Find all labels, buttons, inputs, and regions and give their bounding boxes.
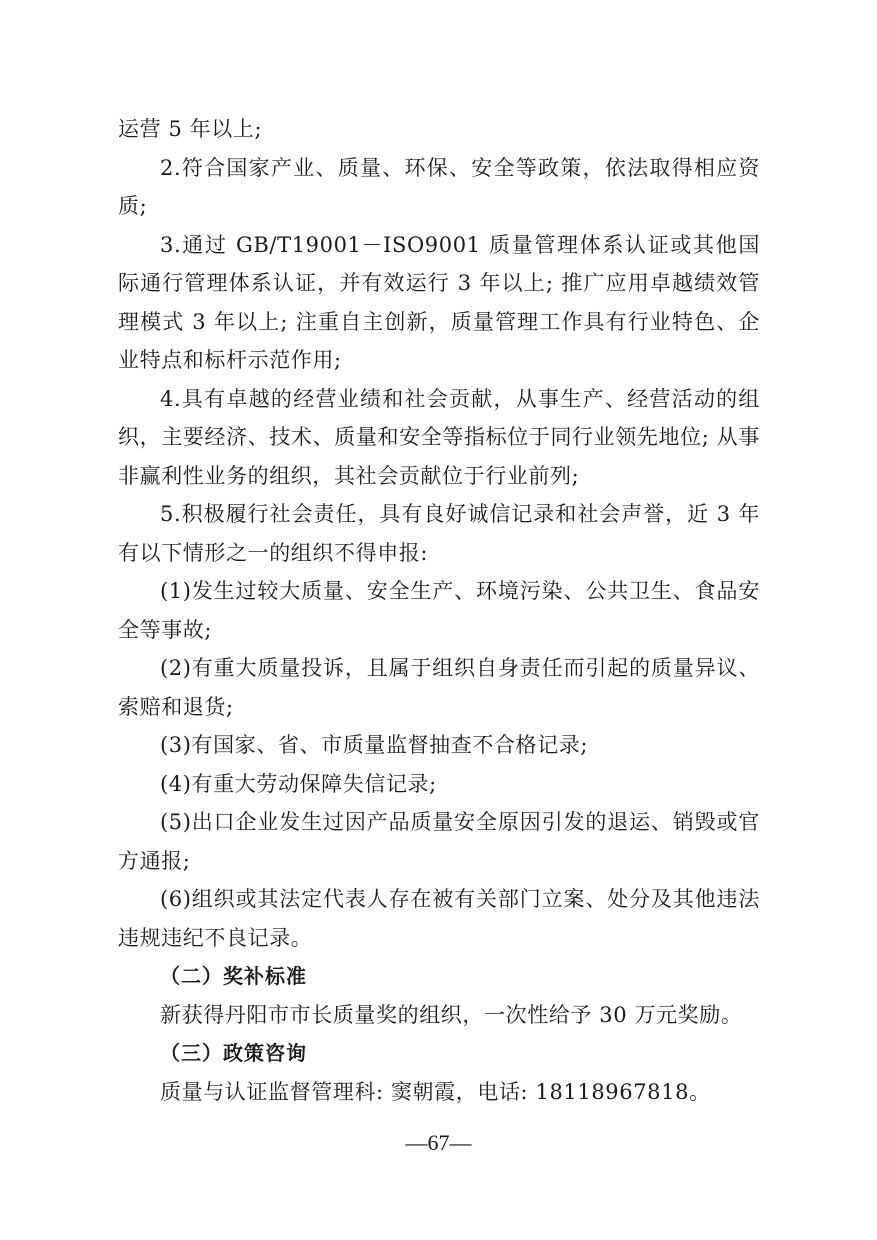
section-body-consult: 质量与认证监督管理科: 窦朝霞，电话: 18118967818。 (160, 1079, 711, 1104)
paragraph-item-2: 2.符合国家产业、质量、环保、安全等政策，依法取得相应资质; (118, 155, 760, 218)
page-number: —67— (405, 1130, 472, 1155)
paragraph-item-5: 5.积极履行社会责任，具有良好诚信记录和社会声誉，近 3 年有以下情形之一的组织不得申报: (118, 502, 760, 565)
paragraph-subitem-5: (5)出口企业发生过因产品质量安全原因引发的退运、销毁或官方通报; (118, 810, 760, 873)
paragraph-item-3: 3.通过 GB/T19001－ISO9001 质量管理体系认证或其他国际通行管理体系认证，并有效运行 3 年以上; 推广应用卓越绩效管理模式 3 年以上; 注重自主创新，质量管理工作具有行业特色、企业特点和标杆示范作用; (118, 232, 760, 372)
paragraph-item-4: 4.具有卓越的经营业绩和社会贡献，从事生产、经营活动的组织，主要经济、技术、质量和安全等指标位于同行业领先地位; 从事非赢利性业务的组织，其社会贡献位于行业前列; (118, 386, 760, 488)
section-heading-consult: （三）政策咨询 (160, 1041, 307, 1065)
paragraph-subitem-1: (1)发生过较大质量、安全生产、环境污染、公共卫生、食品安全等事故; (118, 579, 760, 642)
paragraph-subitem-3: (3)有国家、省、市质量监督抽查不合格记录; (160, 733, 589, 757)
paragraph-subitem-6: (6)组织或其法定代表人存在被有关部门立案、处分及其他违法违规违纪不良记录。 (118, 887, 760, 950)
document-body (118, 110, 760, 1111)
paragraph-continuation: 运营 5 年以上; (118, 117, 263, 141)
paragraph-subitem-4: (4)有重大劳动保障失信记录; (160, 771, 437, 796)
section-body-reward: 新获得丹阳市市长质量奖的组织，一次性给予 30 万元奖励。 (160, 1002, 743, 1027)
section-heading-reward: （二）奖补标准 (160, 964, 307, 988)
paragraph-subitem-2: (2)有重大质量投诉，且属于组织自身责任而引起的质量异议、索赔和退货; (118, 656, 760, 719)
